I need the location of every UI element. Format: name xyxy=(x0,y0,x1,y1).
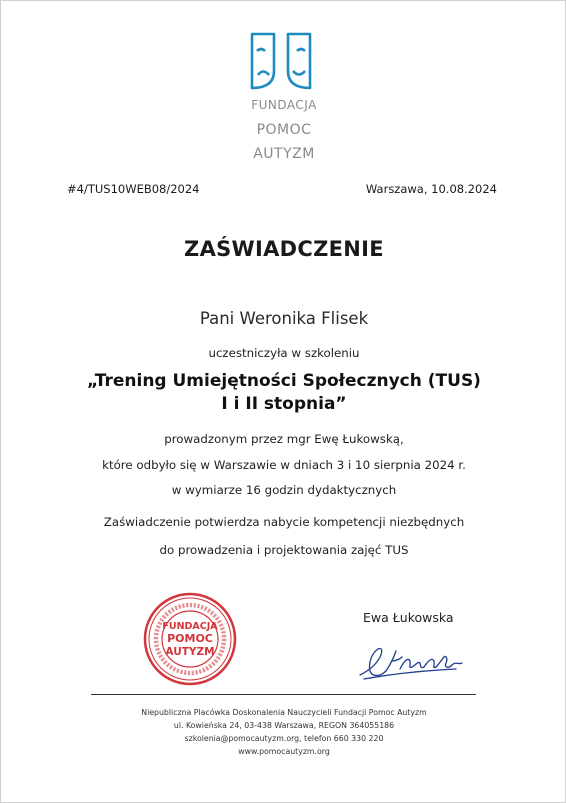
handwritten-signature xyxy=(356,631,466,683)
footer-address: ul. Kowieńska 24, 03-438 Warszawa, REGON 364055186 xyxy=(173,721,395,730)
course-title xyxy=(1,370,566,416)
logo-text-line3: AUTYZM xyxy=(253,146,315,162)
held-text: które odbyło się w Warszawie w dniach 3 i 10 sierpnia 2024 r. xyxy=(102,458,466,472)
participation-text: uczestniczyła w szkoleniu xyxy=(208,346,360,360)
footer-institution: Niepubliczna Placówka Doskonalenia Nauczycieli Fundacji Pomoc Autyzm xyxy=(141,708,427,717)
logo-text-line1: FUNDACJA xyxy=(251,98,317,112)
place-and-date: Warszawa, 10.08.2024 xyxy=(365,182,497,196)
hours-text: w wymiarze 16 godzin dydaktycznych xyxy=(171,483,397,497)
confirmation-text-2: do prowadzenia i projektowania zajęć TUS xyxy=(159,543,409,557)
footer-website: www.pomocautyzm.org xyxy=(238,747,330,756)
logo-text-line2: POMOC xyxy=(256,122,312,138)
certificate-title: ZAŚWIADCZENIE xyxy=(184,237,384,261)
course-title-line1: „Trening Umiejętności Społecznych (TUS) xyxy=(87,371,481,391)
organization-stamp xyxy=(142,591,238,687)
confirmation-text-1: Zaświadczenie potwierdza nabycie kompetencji niezbędnych xyxy=(103,515,465,529)
theater-masks-icon xyxy=(248,31,314,91)
conducted-by-text: prowadzonym przez mgr Ewę Łukowską, xyxy=(164,432,404,446)
signatory-name: Ewa Łukowska xyxy=(363,610,454,625)
stamp-text-line1: FUNDACJA xyxy=(162,621,218,632)
stamp-text-line2: POMOC xyxy=(167,632,213,645)
footer-contact: szkolenia@pomocautyzm.org, telefon 660 330 220 xyxy=(184,734,384,743)
footer-divider xyxy=(91,694,476,695)
recipient-name: Pani Weronika Flisek xyxy=(199,309,369,328)
stamp-text-line3: AUTYZM xyxy=(165,646,215,658)
document-number: #4/TUS10WEB08/2024 xyxy=(67,182,200,196)
course-title-line2: I i II stopnia” xyxy=(221,394,347,414)
